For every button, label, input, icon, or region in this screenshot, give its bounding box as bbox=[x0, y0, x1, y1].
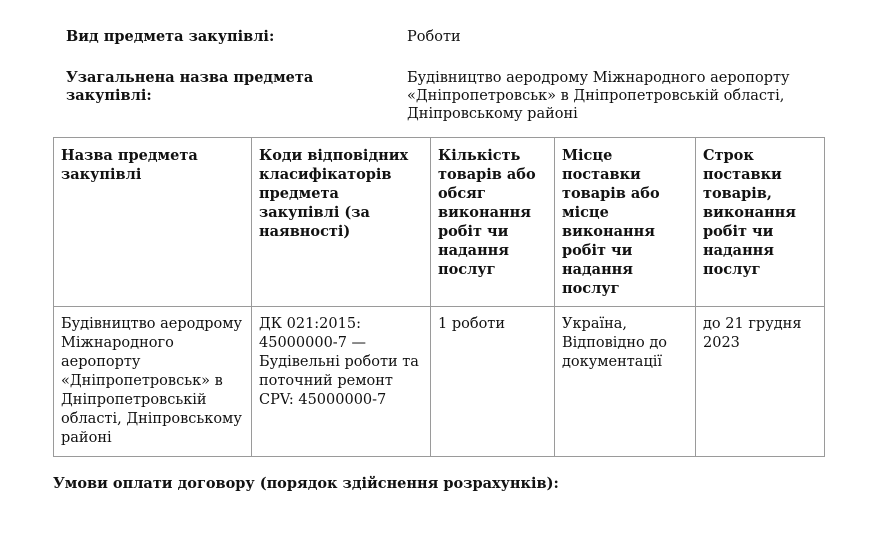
payment-terms-heading: Умови оплати договору (порядок здійснення розрахунків): bbox=[53, 475, 559, 492]
procurement-table bbox=[53, 137, 825, 457]
header-classifier-codes: Коди відповідних класифікаторів предмета закупівлі (за наявності) bbox=[252, 138, 431, 307]
procurement-type-label: Вид предмета закупівлі: bbox=[66, 28, 275, 45]
header-quantity: Кількість товарів або обсяг виконання робіт чи надання послуг bbox=[431, 138, 555, 307]
cell-item-name: Будівництво аеродрому Міжнародного аеропорту «Дніпропетровськ» в Дніпропетровській області, Дніпровському районі bbox=[54, 307, 252, 457]
header-delivery-place: Місце поставки товарів або місце виконання робіт чи надання послуг bbox=[555, 138, 696, 307]
procurement-name-label: Узагальнена назва предмета закупівлі: bbox=[66, 69, 314, 104]
header-item-name: Назва предмета закупівлі bbox=[54, 138, 252, 307]
header-delivery-term: Строк поставки товарів, виконання робіт чи надання послуг bbox=[696, 138, 825, 307]
cell-delivery-place: Україна, Відповідно до документації bbox=[555, 307, 696, 457]
cropped-previous-line bbox=[60, 0, 820, 2]
cell-classifier-codes: ДК 021:2015: 45000000-7 — Будівельні роботи та поточний ремонт CPV: 45000000-7 bbox=[252, 307, 431, 457]
procurement-type-value: Роботи bbox=[407, 29, 461, 45]
table-header-row bbox=[54, 138, 825, 307]
cell-quantity: 1 роботи bbox=[431, 307, 555, 457]
cell-delivery-term: до 21 грудня 2023 bbox=[696, 307, 825, 457]
procurement-name-value: Будівництво аеродрому Міжнародного аеропорту «Дніпропетровськ» в Дніпропетровській області, Дніпровському районі bbox=[407, 70, 790, 122]
table-row bbox=[54, 307, 825, 457]
